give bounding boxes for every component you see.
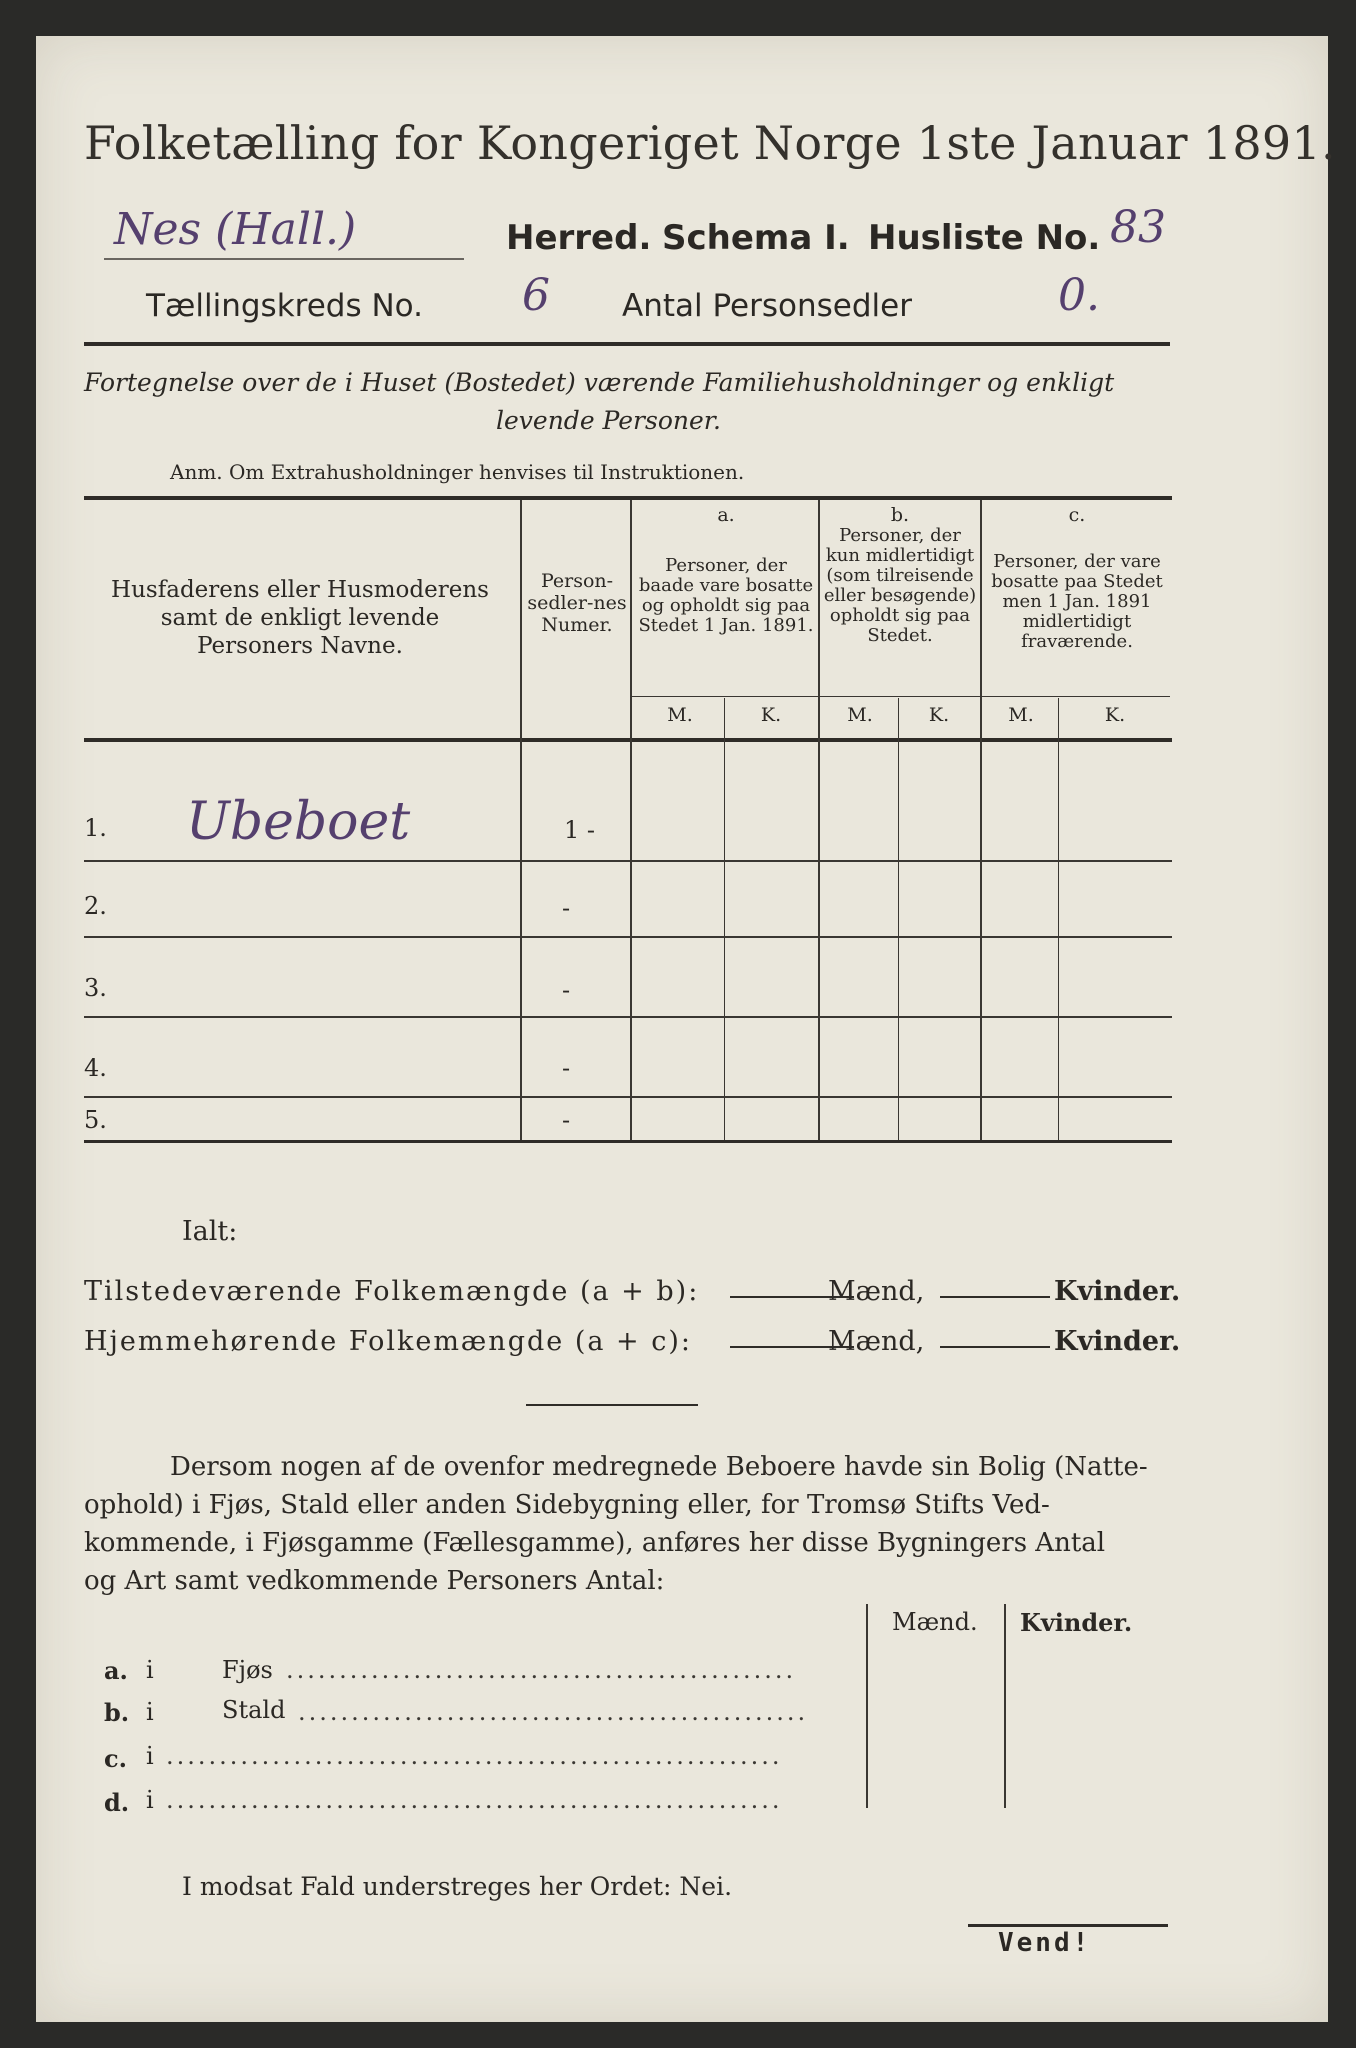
col-divider-3 bbox=[818, 500, 820, 1140]
building-label: Stald bbox=[222, 1696, 286, 1724]
paragraph-line-1: Dersom nogen af de ovenfor medregnede Beboere havde sin Bolig (Natte- bbox=[170, 1452, 1148, 1482]
row-num: - bbox=[562, 1054, 571, 1082]
tilstede-maend-label: Mænd, bbox=[828, 1276, 925, 1307]
col-divider-a-mk bbox=[724, 698, 725, 1140]
vend-rule bbox=[968, 1924, 1168, 1927]
schema-label: Schema I. bbox=[662, 218, 850, 258]
col-b-m: M. bbox=[847, 704, 873, 726]
building-letter: a. bbox=[104, 1656, 128, 1685]
building-letter: b. bbox=[104, 1698, 130, 1727]
buildings-divider-1 bbox=[866, 1604, 868, 1808]
building-i: i bbox=[146, 1742, 154, 1770]
hjemmehorende-label: Hjemmehørende Folkemængde (a + c): bbox=[84, 1326, 692, 1357]
building-dots: ................................................ bbox=[298, 1698, 809, 1726]
col-divider-2 bbox=[630, 500, 632, 1140]
husliste-label: Husliste No. bbox=[868, 218, 1101, 258]
col-a-m: M. bbox=[667, 704, 693, 726]
col-header-b: Personer, der kun midlertidigt (som tilreisende eller besøgende) opholdt sig paa Stedet. bbox=[823, 525, 977, 646]
building-dots: .......................................................... bbox=[166, 1786, 783, 1814]
row-number: 1. bbox=[84, 814, 107, 842]
row-line bbox=[84, 860, 1172, 862]
col-header-b-letter: b. bbox=[890, 504, 910, 526]
buildings-kvinder-head: Kvinder. bbox=[1020, 1608, 1133, 1637]
building-i: i bbox=[146, 1786, 154, 1814]
taellingskreds-label: Tællingskreds No. bbox=[146, 288, 423, 324]
antal-personsedler-value: 0. bbox=[1058, 270, 1100, 321]
paragraph-line-3: kommende, i Fjøsgamme (Fællesgamme), anføres her disse Bygningers Antal bbox=[84, 1528, 1106, 1558]
section-divider bbox=[526, 1404, 698, 1406]
building-i: i bbox=[146, 1656, 154, 1684]
hjemme-kvinder-label: Kvinder. bbox=[1054, 1326, 1181, 1357]
col-c-k: K. bbox=[1104, 704, 1126, 726]
paragraph-line-4: og Art samt vedkommende Personers Antal: bbox=[84, 1566, 665, 1596]
building-label: Fjøs bbox=[222, 1656, 273, 1684]
col-a-k: K. bbox=[760, 704, 782, 726]
building-dots: .......................................................... bbox=[166, 1742, 783, 1770]
row-line bbox=[84, 936, 1172, 938]
building-letter: d. bbox=[104, 1788, 130, 1817]
herred-underline bbox=[104, 258, 464, 260]
buildings-divider-2 bbox=[1004, 1604, 1006, 1808]
row-num: - bbox=[562, 976, 571, 1004]
col-b-k: K. bbox=[928, 704, 950, 726]
taellingskreds-value: 6 bbox=[522, 270, 550, 321]
col-divider-c-mk bbox=[1058, 698, 1059, 1140]
header-divider bbox=[84, 342, 1170, 346]
form-title: Folketælling for Kongeriget Norge 1ste Januar 1891. bbox=[84, 116, 1336, 170]
row-num: 1 - bbox=[564, 816, 596, 844]
hjemme-maend-label: Mænd, bbox=[828, 1326, 925, 1357]
nei-instruction: I modsat Fald understreges her Ordet: Nei. bbox=[182, 1872, 733, 1901]
row-num: - bbox=[562, 894, 571, 922]
row-line bbox=[84, 1096, 1172, 1098]
mk-subheader-rule bbox=[632, 696, 1170, 697]
col-divider-b-mk bbox=[898, 698, 899, 1140]
herred-label: Herred. bbox=[506, 218, 652, 258]
building-letter: c. bbox=[104, 1744, 127, 1773]
husliste-value: 83 bbox=[1110, 202, 1166, 253]
intro-line-1: Fortegnelse over de i Huset (Bostedet) værende Familiehusholdninger og enkligt bbox=[84, 368, 1115, 397]
table-bottom-rule bbox=[84, 1140, 1172, 1143]
table-top-rule bbox=[84, 496, 1172, 500]
tilstede-kvinder-label: Kvinder. bbox=[1054, 1276, 1181, 1307]
vend-label: Vend! bbox=[998, 1928, 1092, 1958]
tilstedevaerende-label: Tilstedeværende Folkemængde (a + b): bbox=[84, 1276, 700, 1307]
row-num: - bbox=[562, 1106, 571, 1134]
census-form-sheet bbox=[36, 36, 1336, 2022]
col-c-m: M. bbox=[1008, 704, 1034, 726]
buildings-maend-head: Mænd. bbox=[892, 1608, 978, 1636]
col-header-c-letter: c. bbox=[1068, 504, 1086, 526]
intro-line-2: levende Personer. bbox=[496, 406, 721, 435]
col-header-num: Person-sedler-nes Numer. bbox=[527, 570, 627, 636]
row-number: 5. bbox=[84, 1106, 107, 1134]
paragraph-line-2: ophold) i Fjøs, Stald eller anden Sidebygning eller, for Tromsø Stifts Ved- bbox=[84, 1490, 1050, 1520]
antal-personsedler-label: Antal Personsedler bbox=[622, 288, 912, 324]
tilstede-kvinder-blank bbox=[940, 1296, 1050, 1298]
row-line bbox=[84, 1016, 1172, 1018]
building-i: i bbox=[146, 1698, 154, 1726]
herred-value: Nes (Hall.) bbox=[114, 204, 357, 255]
col-divider-4 bbox=[980, 500, 982, 1140]
building-dots: ................................................ bbox=[286, 1656, 797, 1684]
col-divider-1 bbox=[520, 500, 522, 1140]
anm-note: Anm. Om Extrahusholdninger henvises til Instruktionen. bbox=[170, 460, 745, 484]
row-number: 3. bbox=[84, 974, 107, 1002]
row-number: 4. bbox=[84, 1054, 107, 1082]
hjemme-kvinder-blank bbox=[940, 1346, 1050, 1348]
table-header-rule bbox=[84, 738, 1172, 742]
row-name: Ubeboet bbox=[186, 792, 411, 852]
col-header-a-letter: a. bbox=[717, 504, 735, 526]
col-header-c: Personer, der vare bosatte paa Stedet men 1 Jan. 1891 midlertidigt fraværende. bbox=[991, 551, 1163, 652]
col-header-a: Personer, der baade vare bosatte og opholdt sig paa Stedet 1 Jan. 1891. bbox=[638, 555, 814, 636]
col-header-name: Husfaderens eller Husmoderens samt de enkligt levende Personers Navne. bbox=[111, 577, 489, 659]
ialt-label: Ialt: bbox=[182, 1216, 238, 1247]
row-number: 2. bbox=[84, 892, 107, 920]
